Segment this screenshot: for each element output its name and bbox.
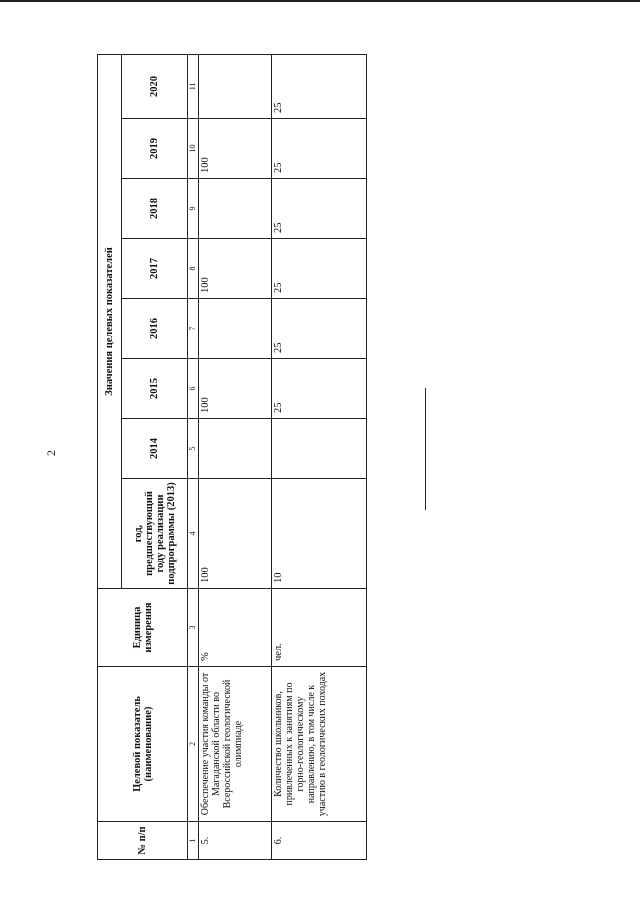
- value-2018: [199, 179, 272, 239]
- header-name: Целевой показатель (наименование): [98, 667, 188, 822]
- value-2016: [199, 299, 272, 359]
- header-base-year: год, предшествующий году реализации подпрограммы (2013): [122, 479, 188, 589]
- header-year-2016: 2016: [122, 299, 188, 359]
- unit-cell: %: [199, 589, 272, 667]
- table-row: [199, 54, 272, 859]
- column-number: 2: [188, 667, 199, 822]
- header-year-2020: 2020: [122, 54, 188, 118]
- value-2018: 25: [272, 179, 367, 239]
- header-year-2019: 2019: [122, 119, 188, 179]
- value-2016: 25: [272, 299, 367, 359]
- page-number: 2: [44, 450, 58, 456]
- indicator-name: Количество школьников, привлеченных к занятиям по горно-геологическому направлению, в том числе к участию в геологических походах: [272, 667, 367, 822]
- column-number: 7: [188, 299, 199, 359]
- column-number: 9: [188, 179, 199, 239]
- rotated-table-content: [97, 55, 367, 860]
- value-2014: [199, 419, 272, 479]
- top-border-line: [0, 0, 640, 2]
- header-year-2014: 2014: [122, 419, 188, 479]
- value-2019: 100: [199, 119, 272, 179]
- base-value-cell: 10: [272, 479, 367, 589]
- value-2020: [199, 54, 272, 118]
- header-year-2017: 2017: [122, 239, 188, 299]
- column-number: 6: [188, 359, 199, 419]
- value-2015: 100: [199, 359, 272, 419]
- indicator-name: Обеспечение участия команды от Магаданской области во Всероссийской геологической олимпиаде: [199, 667, 272, 822]
- signature-line: [425, 388, 426, 510]
- column-number: 10: [188, 119, 199, 179]
- value-2020: 25: [272, 54, 367, 118]
- value-2017: 100: [199, 239, 272, 299]
- row-number: 6.: [272, 822, 367, 860]
- value-2014: [272, 419, 367, 479]
- header-year-2015: 2015: [122, 359, 188, 419]
- rotated-table-frame: [97, 55, 367, 860]
- value-2017: 25: [272, 239, 367, 299]
- column-number: 11: [188, 54, 199, 118]
- value-2015: 25: [272, 359, 367, 419]
- target-indicators-table: [97, 54, 367, 860]
- header-no: № п/п: [98, 822, 188, 860]
- base-value-cell: 100: [199, 479, 272, 589]
- column-number: 4: [188, 479, 199, 589]
- row-number: 5.: [199, 822, 272, 860]
- column-number-row: [188, 54, 199, 859]
- column-number: 1: [188, 822, 199, 860]
- header-values-group: Значения целевых показателей: [98, 54, 122, 588]
- column-number: 3: [188, 589, 199, 667]
- unit-cell: чел.: [272, 589, 367, 667]
- header-year-2018: 2018: [122, 179, 188, 239]
- value-2019: 25: [272, 119, 367, 179]
- header-unit: Единица измерения: [98, 589, 188, 667]
- table-row: [272, 54, 367, 859]
- column-number: 5: [188, 419, 199, 479]
- column-number: 8: [188, 239, 199, 299]
